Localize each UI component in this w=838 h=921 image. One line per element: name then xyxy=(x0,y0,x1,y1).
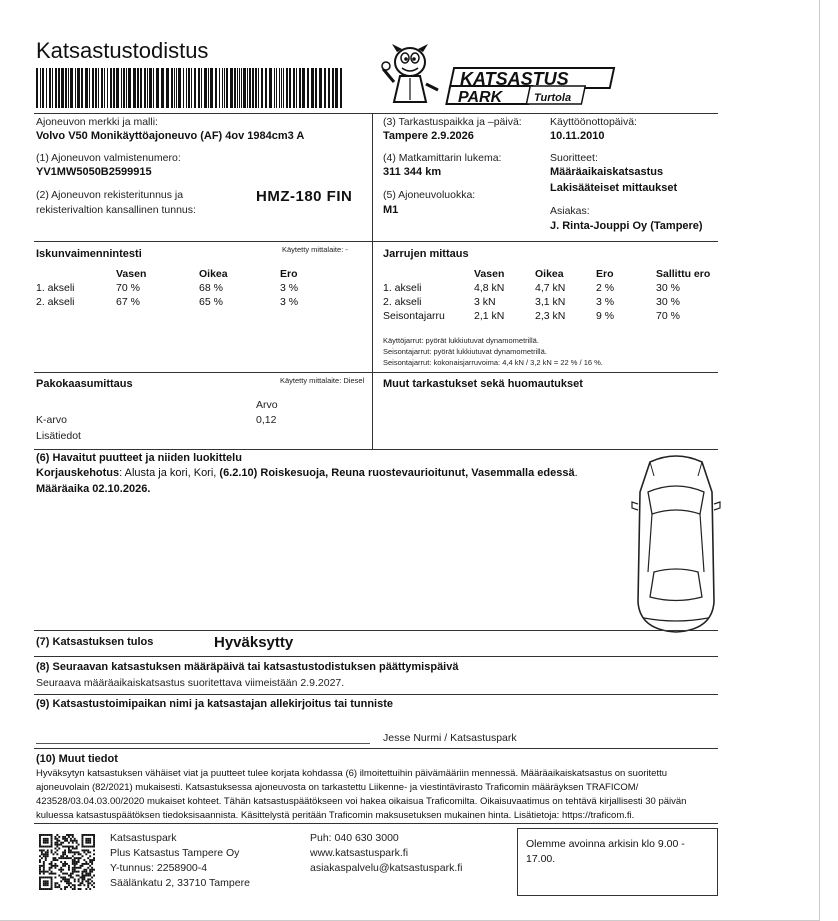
brakes-note-2: Seisontajarrut: pyörät lukkiutuvat dynamometrillä. xyxy=(383,347,547,356)
inspector-name: Jesse Nurmi / Katsastuspark xyxy=(383,732,517,744)
divider xyxy=(34,656,718,657)
mascot-icon xyxy=(382,44,438,102)
divider xyxy=(34,113,718,114)
brakes-note-1: Käyttöjarrut: pyörät lukkiutuvat dynamometrillä. xyxy=(383,336,539,345)
defect-deadline: Määräaika 02.10.2026. xyxy=(36,483,151,495)
defect-category: Korjauskehotus xyxy=(36,467,120,479)
company-info xyxy=(110,831,250,891)
table-row: 1. akseli 4,8 kN 4,7 kN 2 % 30 % xyxy=(383,282,680,294)
reg-label-line1: (2) Ajoneuvon rekisteritunnus ja xyxy=(36,189,184,201)
shock-header-diff: Ero xyxy=(280,268,298,280)
registration-number: HMZ-180 FIN xyxy=(256,188,353,205)
email-link[interactable]: asiakaspalvelu@katsastuspark.fi xyxy=(310,862,463,874)
other-checks-title: Muut tarkastukset sekä huomautukset xyxy=(383,378,583,390)
table-row: Seisontajarru 2,1 kN 2,3 kN 9 % 70 % xyxy=(383,310,680,322)
customer-label: Asiakas: xyxy=(550,205,590,217)
company-address: Säälänkatu 2, 33710 Tampere xyxy=(110,877,250,889)
column-divider xyxy=(372,113,373,449)
shock-test-title: Iskunvaimennintesti xyxy=(36,248,142,260)
company-legal-name: Plus Katsastus Tampere Oy xyxy=(110,847,240,859)
other-info-title: (10) Muut tiedot xyxy=(36,753,118,765)
divider xyxy=(34,694,718,695)
vin-label: (1) Ajoneuvon valmistenumero: xyxy=(36,152,181,164)
place-value: Tampere 2.9.2026 xyxy=(383,130,474,142)
result-label: (7) Katsastuksen tulos xyxy=(36,636,154,648)
k-value: 0,12 xyxy=(256,414,277,426)
contact-info xyxy=(310,831,462,876)
class-label: (5) Ajoneuvoluokka: xyxy=(383,189,476,201)
brakes-header-allowed: Sallittu ero xyxy=(656,268,711,280)
brakes-header-diff: Ero xyxy=(596,268,614,280)
result-value: Hyväksytty xyxy=(214,634,294,651)
signature-line xyxy=(36,743,370,744)
brakes-note-3: Seisontajarrut: kokonaisjarruvoima: 4,4 kN / 3,2 kN = 22 % / 16 %. xyxy=(383,358,603,367)
shock-header-left: Vasen xyxy=(116,268,147,280)
odometer-label: (4) Matkamittarin lukema: xyxy=(383,152,502,164)
first-use-label: Käyttöönottopäivä: xyxy=(550,116,637,128)
svg-text:KATSASTUS: KATSASTUS xyxy=(460,69,569,89)
table-row: 2. akseli 3 kN 3,1 kN 3 % 30 % xyxy=(383,296,680,308)
divider xyxy=(34,748,718,749)
svg-text:Turtola: Turtola xyxy=(534,92,572,104)
qr-code-icon xyxy=(38,834,96,890)
svg-text:PARK: PARK xyxy=(458,89,503,106)
table-row: 1. akseli 70 % 68 % 3 % xyxy=(36,282,299,294)
class-value: M1 xyxy=(383,204,399,216)
vin-value: YV1MW5050B2599915 xyxy=(36,166,152,178)
k-value-label: K-arvo xyxy=(36,414,67,426)
performed-item-1: Määräaikaiskatsastus xyxy=(550,166,664,178)
reg-label-line2: rekisterivaltion kansallinen tunnus: xyxy=(36,204,196,216)
divider xyxy=(34,823,718,824)
signature-title: (9) Katsastustoimipaikan nimi ja katsastajan allekirjoitus tai tunniste xyxy=(36,698,393,710)
shock-table xyxy=(36,267,336,309)
divider xyxy=(34,449,718,450)
place-label: (3) Tarkastuspaikka ja –päivä: xyxy=(383,116,522,128)
divider xyxy=(34,630,718,631)
next-inspection-text: Seuraava määräaikaiskatsastus suoritettava viimeistään 2.9.2027. xyxy=(36,677,345,689)
exhaust-value-header: Arvo xyxy=(256,399,278,411)
performed-item-2: Lakisääteiset mittaukset xyxy=(550,182,678,194)
exhaust-device-note: Käytetty mittalaite: Diesel xyxy=(280,376,365,385)
brakes-header-right: Oikea xyxy=(535,268,564,280)
brakes-header-left: Vasen xyxy=(474,268,505,280)
opening-hours-box: Olemme avoinna arkisin klo 9.00 - 17.00. xyxy=(517,828,718,896)
other-info-text: Hyväksytyn katsastuksen vähäiset viat ja puutteet tulee korjata kohdassa (6) ilmoitettuihin päivämääriin mennessä. Määräaikaiskatsastus on suoritettu ajoneuvolain (82/2021) mukaisesti. Katsastuksessa ajoneuvosta on tarkastettu Liikenne- ja viestintävirasto Traficomin määräyksen TRAFICOM/ 423528/03.04.03.00/2020 mukaiset kohteet. Tähän katsastuspäätökseen voi hakea oikaisua Traficomilta. Oikaisuvaatimus on tehtävä kirjallisesti 30 päivän kuluessa katsastuspäätöksen tiedoksisaannista. Käsittelystä peritään Traficomin maksusetuksen mukainen hinta. Lisätietoja: https://traficom.fi. xyxy=(36,768,687,821)
barcode xyxy=(36,68,342,108)
document-title: Katsastustodistus xyxy=(36,38,209,63)
website-link[interactable]: www.katsastuspark.fi xyxy=(310,847,409,859)
first-use-value: 10.11.2010 xyxy=(550,130,605,142)
divider xyxy=(34,372,718,373)
exhaust-extra-label: Lisätiedot xyxy=(36,430,81,442)
make-label: Ajoneuvon merkki ja malli: xyxy=(36,116,158,128)
shock-device-note: Käytetty mittalaite: - xyxy=(282,245,348,254)
brakes-title: Jarrujen mittaus xyxy=(383,248,469,260)
phone: Puh: 040 630 3000 xyxy=(310,832,399,844)
make-value: Volvo V50 Monikäyttöajoneuvo (AF) 4ov 1984cm3 A xyxy=(36,130,305,142)
defect-description: (6.2.10) Roiskesuoja, Reuna ruostevaurioitunut, Vasemmalla edessä xyxy=(219,467,575,479)
divider xyxy=(34,241,718,242)
katsastuspark-logo xyxy=(380,40,620,110)
company-business-id: Y-tunnus: 2258900-4 xyxy=(110,862,208,874)
performed-label: Suoritteet: xyxy=(550,152,598,164)
next-inspection-title: (8) Seuraavan katsastuksen määräpäivä tai katsastustodistuksen päättymispäivä xyxy=(36,661,459,673)
defects-title: (6) Havaitut puutteet ja niiden luokittelu xyxy=(36,452,242,464)
table-row: 2. akseli 67 % 65 % 3 % xyxy=(36,296,299,308)
company-name: Katsastuspark xyxy=(110,832,177,844)
defect-line: Korjauskehotus: Alusta ja kori, Kori, (6.2.10) Roiskesuoja, Reuna ruostevaurioitunut, Vasemmalla edessä. xyxy=(36,467,578,479)
shock-header-right: Oikea xyxy=(199,268,228,280)
exhaust-title: Pakokaasumittaus xyxy=(36,378,133,390)
brakes-table xyxy=(383,267,723,323)
odometer-value: 311 344 km xyxy=(383,166,442,178)
customer-value: J. Rinta-Jouppi Oy (Tampere) xyxy=(550,220,703,232)
car-diagram-icon xyxy=(630,452,722,636)
